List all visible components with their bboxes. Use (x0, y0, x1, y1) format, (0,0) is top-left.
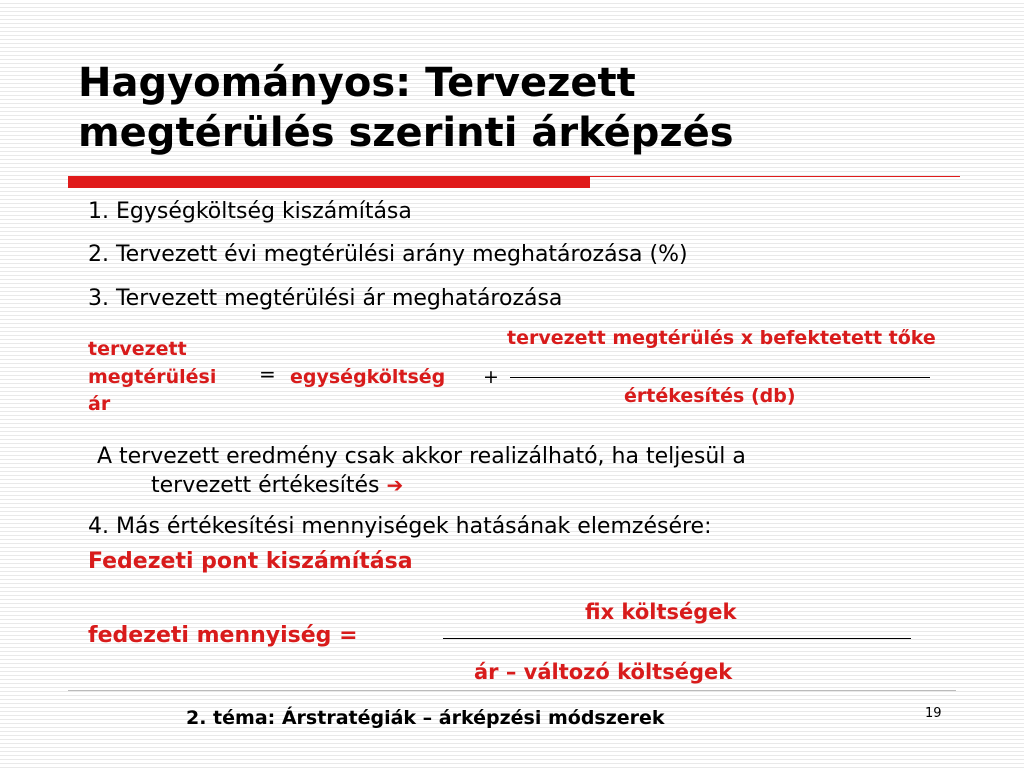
step-3: 3. Tervezett megtérülési ár meghatározása (88, 286, 563, 311)
formula1-label-line2: megtérülési (88, 366, 217, 388)
note-line1: A tervezett eredmény csak akkor realizálható, ha teljesül a (97, 444, 746, 469)
title-underline-thin (590, 176, 960, 177)
formula1-label-line1: tervezett (88, 338, 187, 360)
formula2-fraction-line (443, 638, 911, 639)
formula2-denominator: ár – változó költségek (474, 660, 733, 684)
formula1-plus: + (483, 366, 499, 388)
formula1-label-line3: ár (88, 393, 111, 415)
right-arrow-icon: ➔ (386, 473, 404, 497)
slide-title-line2: megtérülés szerinti árképzés (78, 110, 734, 156)
page-number: 19 (925, 706, 942, 721)
formula1-equals: = (259, 362, 276, 386)
formula2-numerator: fix költségek (585, 600, 737, 624)
formula1-numerator: tervezett megtérülés x befektetett tőke (507, 327, 936, 349)
step-1: 1. Egységköltség kiszámítása (88, 199, 412, 224)
footer-text: 2. téma: Árstratégiák – árképzési módszerek (186, 707, 665, 729)
slide-title (78, 58, 978, 158)
note-line2: tervezett értékesítés (151, 473, 380, 498)
formula1-denominator: értékesítés (db) (624, 385, 796, 407)
formula1-fraction-line (510, 377, 930, 378)
subheading: Fedezeti pont kiszámítása (88, 549, 413, 574)
slide-title-line1: Hagyományos: Tervezett (78, 60, 636, 106)
title-underline-thick (68, 176, 590, 188)
formula1-base: egységköltség (290, 366, 446, 388)
footer-divider (68, 690, 956, 691)
step-2: 2. Tervezett évi megtérülési arány meghatározása (%) (88, 242, 688, 267)
formula2-label: fedezeti mennyiség = (88, 623, 358, 648)
step-4: 4. Más értékesítési mennyiségek hatásának elemzésére: (88, 514, 712, 539)
note-line2-wrap (151, 472, 403, 499)
